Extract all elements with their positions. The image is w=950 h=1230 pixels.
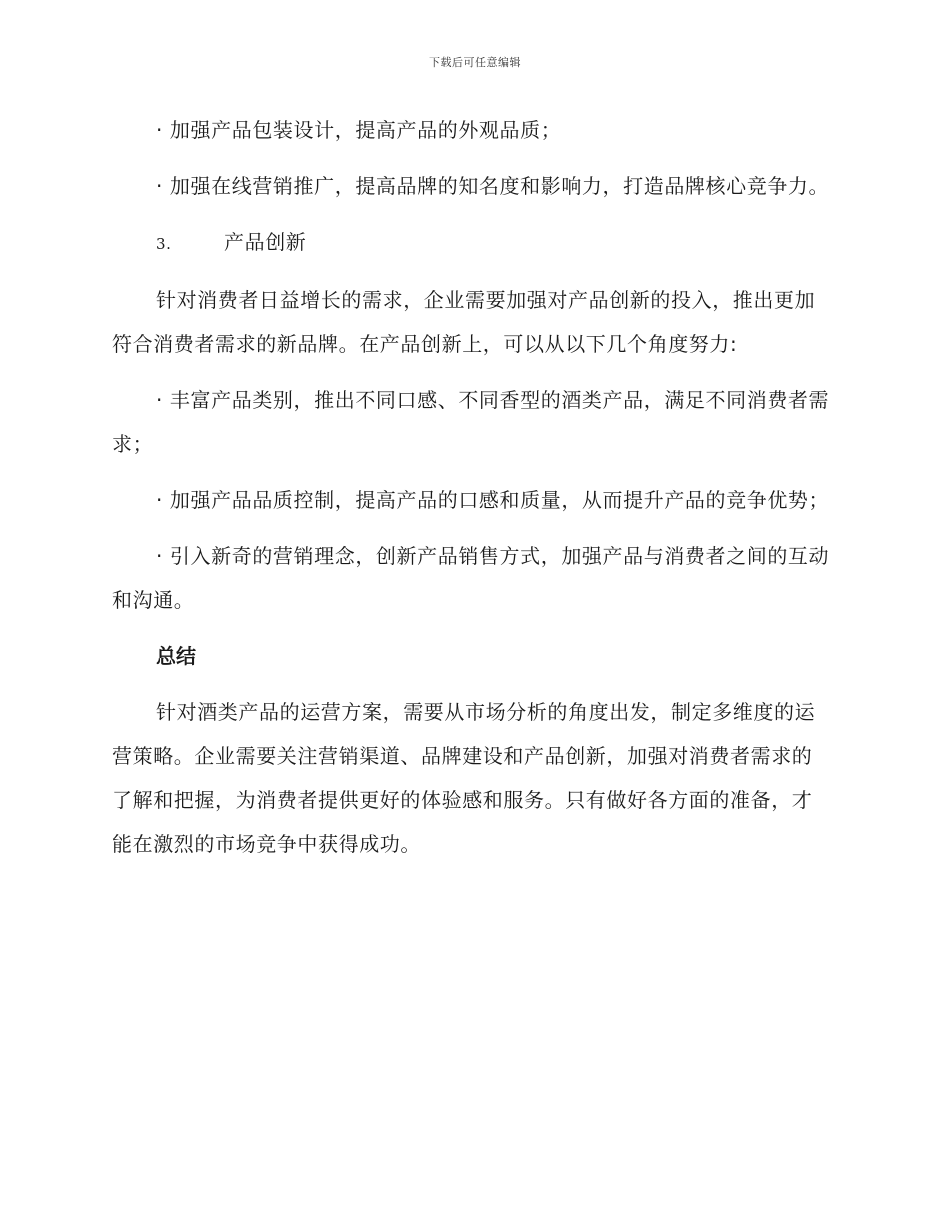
summary-paragraph: 针对酒类产品的运营方案，需要从市场分析的角度出发，制定多维度的运营策略。企业需要关注营销渠道、品牌建设和产品创新，加强对消费者需求的了解和把握，为消费者提供更好的体验感和服务。只有做好各方面的准备，才能在激烈的市场竞争中获得成功。 bbox=[112, 700, 816, 856]
bullet-packaging: · 加强产品包装设计，提高产品的外观品质； bbox=[156, 118, 562, 142]
bullet-product-categories: · 丰富产品类别，推出不同口感、不同香型的酒类产品，满足不同消费者需求； bbox=[112, 388, 830, 456]
summary-heading: 总结 bbox=[156, 644, 196, 668]
section-title: 产品创新 bbox=[224, 230, 307, 254]
bullet-marketing-ideas: · 引入新奇的营销理念，创新产品销售方式，加强产品与消费者之间的互动和沟通。 bbox=[112, 544, 830, 612]
section-heading-product-innovation bbox=[112, 220, 832, 266]
bullet-online-marketing: · 加强在线营销推广，提高品牌的知名度和影响力，打造品牌核心竞争力。 bbox=[156, 174, 830, 198]
document-body bbox=[112, 108, 832, 878]
page-header: 下载后可任意编辑 bbox=[429, 56, 521, 69]
section-number: 3. bbox=[156, 235, 172, 253]
bullet-quality-control: · 加强产品品质控制，提高产品的口感和质量，从而提升产品的竞争优势； bbox=[156, 488, 830, 512]
innovation-intro-paragraph: 针对消费者日益增长的需求，企业需要加强对产品创新的投入，推出更加符合消费者需求的新品牌。在产品创新上，可以从以下几个角度努力: bbox=[112, 288, 816, 356]
